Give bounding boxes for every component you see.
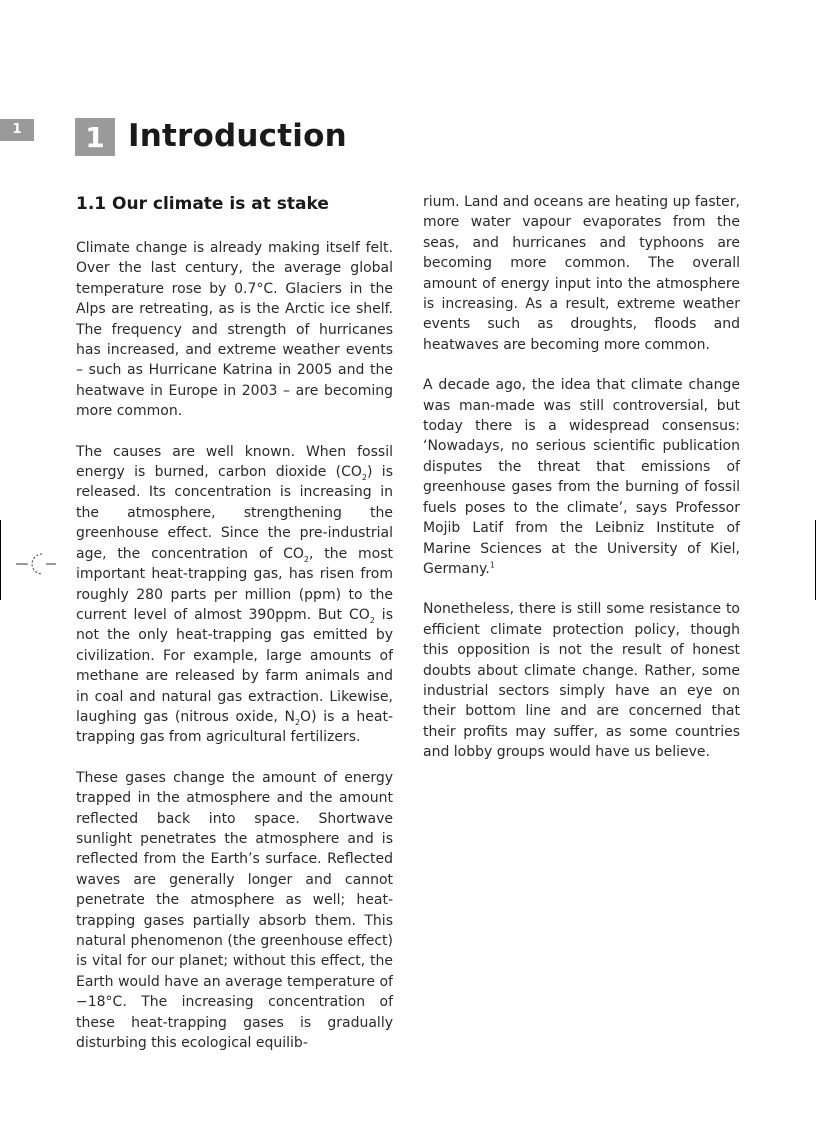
- paragraph: rium. Land and oceans are heating up faster, more water vapour evaporates from the seas, and hurricanes and typhoons are becoming more common. The overall amount of energy input into the atmosphere is increasing. As a result, extreme weather events such as droughts, floods and heatwaves are becoming more common.: [423, 194, 740, 353]
- paragraph: A decade ago, the idea that climate change was man-made was still controversial, but today there is a widespread consensus: ‘Nowadays, no serious scientific publication disputes the threat that emissions of greenhouse gases from the burning of fossil fuels poses to the climate’, says Professor Mojib Latif from the Leibniz Institute of Marine Sciences at the University of Kiel, Germany.$^1$: [423, 377, 740, 577]
- paragraph: The causes are well known. When fossil energy is burned, carbon dioxide $(CO_2)$ is released. Its concentration is increasing in the atmosphere, strengthening the greenhouse effect. Since the pre-industrial age, the concentration of $CO_2$, the most important heat-trapping gas, has risen from roughly 280 parts per million (ppm) to the current level of almost 390ppm. But $CO_2$ is not the only heat-trapping gas emitted by civilization. For example, large amounts of methane are released by farm animals and in coal and natural gas extraction. Likewise, laughing gas (nitrous oxide, $N_2O$) is a heat-trapping gas from agricultural fertilizers.: [76, 443, 394, 746]
- paragraph: Nonetheless, there is still some resistance to efficient climate protection policy, though this opposition is not the result of honest doubts about climate change. Rather, some industrial sectors simply have an eye on their bottom line and are concerned that their profits may suffer, as some countries and lobby groups would have us believe.: [423, 601, 740, 761]
- chapter-number-box: 1: [75, 118, 115, 156]
- right-column: [423, 192, 740, 783]
- section-heading: 1.1 Our climate is at stake: [76, 194, 329, 214]
- paragraph: These gases change the amount of energy trapped in the atmosphere and the amount reflected back into space. Shortwave sunlight penetrates the atmosphere and is reflected from the Earth’s surface. Reflected waves are generally longer and cannot penetrate the atmosphere as well; heat-trapping gases partially absorb them. This natural phenomenon (the greenhouse effect) is vital for our planet; without this effect, the Earth would have an average temperature of −18°C. The increasing concentration of these heat-trapping gases is gradually disturbing this ecological equilib-: [76, 769, 393, 1052]
- chapter-title: Introduction: [128, 118, 347, 154]
- footnote-marker: 1: [489, 560, 495, 570]
- crop-mark-icon: [0, 520, 1, 600]
- paragraph: Climate change is already making itself felt. Over the last century, the average global temperature rose by 0.7°C. Glaciers in the Alps are retreating, as is the Arctic ice shelf. The frequency and strength of hurricanes has increased, and extreme weather events – such as Hurricane Katrina in 2005 and the heatwave in Europe in 2003 – are becoming more common.: [76, 240, 393, 420]
- chapter-tab: 1: [0, 119, 34, 141]
- left-column: [76, 192, 393, 1073]
- registration-mark-icon: [16, 551, 56, 577]
